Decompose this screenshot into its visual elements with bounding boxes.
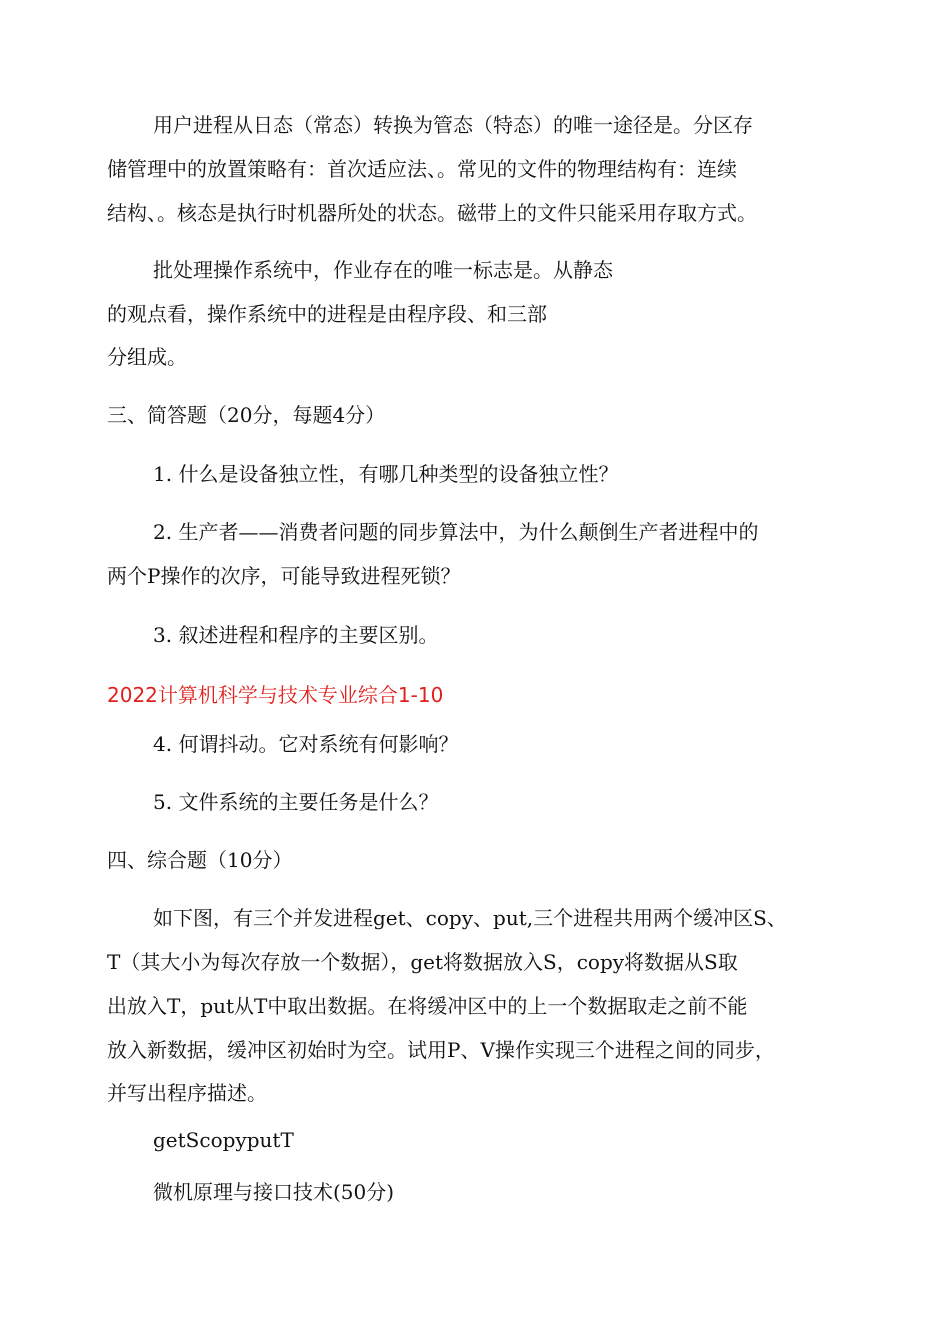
question-2-line-2: 两个P操作的次序，可能导致进程死锁？ — [107, 564, 461, 588]
comprehensive-line-1: 如下图，有三个并发进程get、copy、put,三个进程共用两个缓冲区S、 — [153, 906, 787, 930]
question-3: 3. 叙述进程和程序的主要区别。 — [153, 623, 439, 647]
next-section-heading: 微机原理与接口技术(50分) — [153, 1180, 395, 1204]
comprehensive-line-2: T（其大小为每次存放一个数据），get将数据放入S，copy将数据从S取 — [107, 950, 738, 974]
paragraph-1-line-2: 储管理中的放置策略有：首次适应法、。常见的文件的物理结构有：连续 — [107, 157, 737, 181]
paragraph-1-line-1: 用户进程从日态（常态）转换为管态（特态）的唯一途径是。分区存 — [153, 113, 753, 137]
paragraph-1-line-3: 结构、。核态是执行时机器所处的状态。磁带上的文件只能采用存取方式。 — [107, 201, 757, 225]
comprehensive-line-5: 并写出程序描述。 — [107, 1081, 267, 1105]
question-2-line-1: 2. 生产者——消费者问题的同步算法中，为什么颠倒生产者进程中的 — [153, 520, 759, 544]
page-header-title: 2022计算机科学与技术专业综合1-10 — [107, 683, 444, 707]
figure-label: getScopyputT — [153, 1128, 294, 1152]
section-3-heading: 三、简答题（20分，每题4分） — [107, 403, 386, 427]
question-5: 5. 文件系统的主要任务是什么？ — [153, 790, 439, 814]
question-4: 4. 何谓抖动。它对系统有何影响？ — [153, 732, 459, 756]
paragraph-2-line-3: 分组成。 — [107, 345, 187, 369]
paragraph-2-line-1: 批处理操作系统中，作业存在的唯一标志是。从静态 — [153, 258, 613, 282]
comprehensive-line-3: 出放入T，put从T中取出数据。在将缓冲区中的上一个数据取走之前不能 — [107, 994, 748, 1018]
section-4-heading: 四、综合题（10分） — [107, 848, 293, 872]
paragraph-2-line-2: 的观点看，操作系统中的进程是由程序段、和三部 — [107, 302, 547, 326]
comprehensive-line-4: 放入新数据，缓冲区初始时为空。试用P、V操作实现三个进程之间的同步， — [107, 1038, 775, 1062]
question-1: 1. 什么是设备独立性，有哪几种类型的设备独立性？ — [153, 462, 619, 486]
